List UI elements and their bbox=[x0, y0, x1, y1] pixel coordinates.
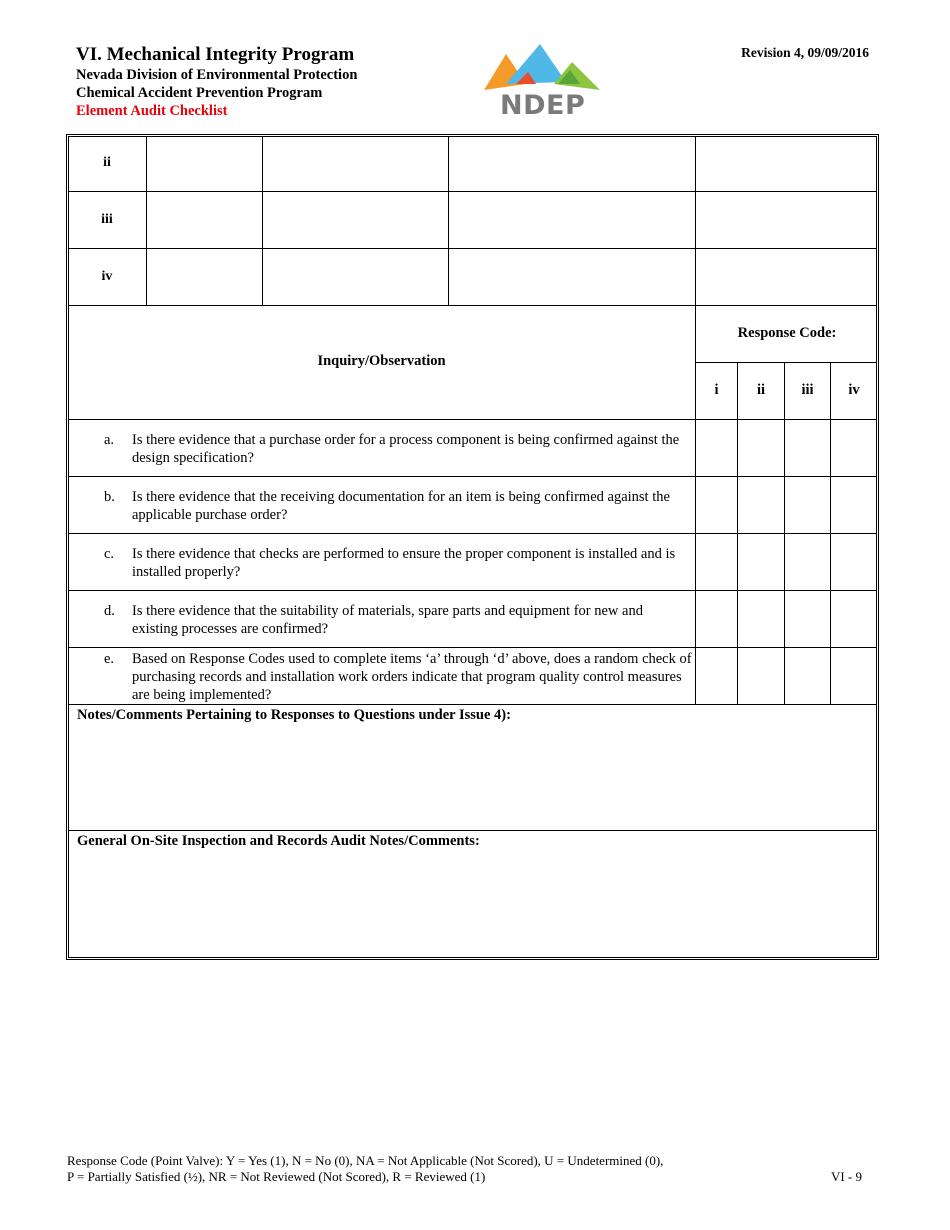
question-text: Is there evidence that a purchase order for a process component is being confirmed against the design specification? bbox=[132, 432, 680, 466]
legend-line-1: Response Code (Point Valve): Y = Yes (1), N = No (0), NA = Not Applicable (Not Scored), U = Undetermined (0), bbox=[67, 1153, 664, 1168]
question-text: Is there evidence that the suitability of materials, spare parts and equipment for new and existing processes are confirmed? bbox=[132, 603, 643, 637]
page-number: VI - 9 bbox=[830, 1169, 862, 1184]
inquiry-observation-header: Inquiry/Observation bbox=[317, 353, 446, 369]
question-letter: e. bbox=[104, 651, 115, 667]
question-text: Is there evidence that the receiving documentation for an item is being confirmed against the applicable purchase order? bbox=[132, 489, 670, 523]
legend-line-2: P = Partially Satisfied (½), NR = Not Reviewed (Not Scored), R = Reviewed (1) bbox=[67, 1169, 486, 1184]
column-divider bbox=[830, 362, 831, 704]
question-letter: b. bbox=[104, 489, 115, 505]
column-divider bbox=[784, 362, 785, 704]
row-divider bbox=[68, 533, 877, 534]
agency-name: Nevada Division of Environmental Protection bbox=[76, 67, 358, 83]
row-divider bbox=[696, 362, 877, 363]
column-divider bbox=[695, 136, 696, 704]
general-notes-heading: General On-Site Inspection and Records Audit Notes/Comments: bbox=[77, 833, 480, 849]
document-header bbox=[76, 44, 357, 120]
response-col-ii: ii bbox=[756, 382, 766, 398]
column-divider bbox=[448, 136, 449, 305]
row-divider bbox=[68, 647, 877, 648]
row-divider bbox=[68, 590, 877, 591]
logo-green-peak bbox=[554, 62, 600, 90]
question-letter: d. bbox=[104, 603, 115, 619]
response-col-iii: iii bbox=[801, 382, 814, 398]
question-letter: c. bbox=[104, 546, 115, 562]
revision-label: Revision 4, 09/09/2016 bbox=[741, 45, 869, 60]
row-divider bbox=[68, 704, 877, 705]
row-label-iii: iii bbox=[101, 212, 113, 227]
program-name: Chemical Accident Prevention Program bbox=[76, 85, 323, 101]
row-divider bbox=[68, 830, 877, 831]
row-label-ii: ii bbox=[103, 155, 111, 170]
checklist-label: Element Audit Checklist bbox=[76, 103, 228, 119]
question-letter: a. bbox=[104, 432, 115, 448]
response-code-header: Response Code: bbox=[737, 325, 837, 341]
response-code-legend bbox=[67, 1153, 663, 1185]
issue-notes-heading: Notes/Comments Pertaining to Responses to Questions under Issue 4): bbox=[77, 707, 511, 723]
row-divider bbox=[68, 305, 877, 306]
column-divider bbox=[737, 362, 738, 704]
column-divider bbox=[262, 136, 263, 305]
question-text: Based on Response Codes used to complete items ‘a’ through ‘d’ above, does a random check of purchasing records and installation work orders indicate that program quality control measures are being implemented? bbox=[132, 651, 692, 703]
row-divider bbox=[68, 419, 877, 420]
logo-wordmark: NDEP bbox=[500, 90, 586, 121]
question-text: Is there evidence that checks are performed to ensure the proper component is installed and is installed properly? bbox=[132, 546, 676, 580]
row-divider bbox=[68, 248, 877, 249]
logo-blue-peak bbox=[506, 44, 566, 84]
response-col-i: i bbox=[714, 382, 719, 398]
column-divider bbox=[146, 136, 147, 305]
row-divider bbox=[68, 191, 877, 192]
section-title: VI. Mechanical Integrity Program bbox=[76, 44, 355, 65]
response-col-iv: iv bbox=[848, 382, 860, 398]
row-divider bbox=[68, 476, 877, 477]
row-label-iv: iv bbox=[101, 269, 113, 284]
